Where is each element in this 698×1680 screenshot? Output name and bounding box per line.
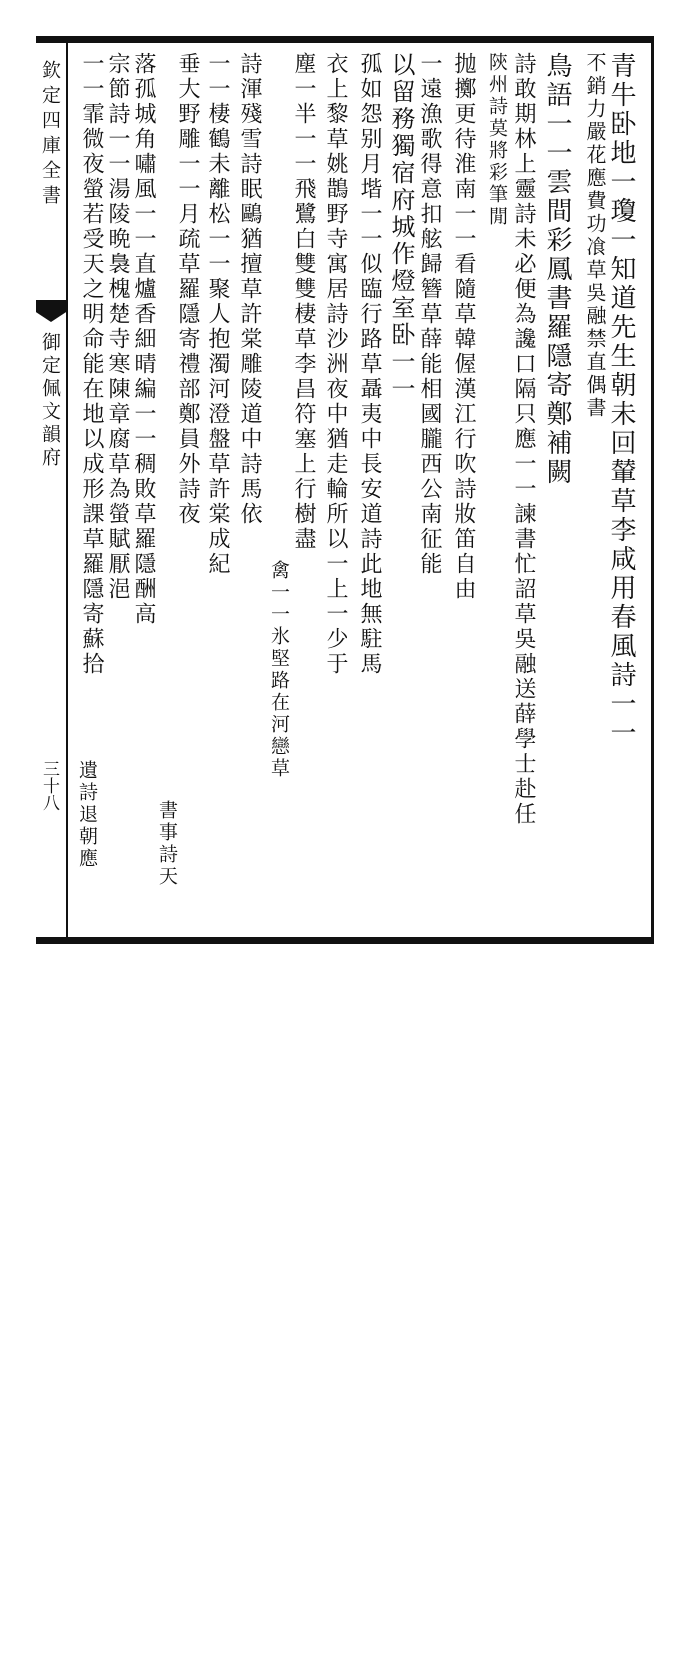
text-column-12: 禽一一氷堅路在河戀草	[268, 560, 290, 780]
text-column-8: 以留務獨宿府城作燈室卧一一	[387, 52, 415, 403]
margin-work-title: 御定佩文韻府	[39, 332, 61, 470]
margin-book-title: 欽定四庫全書	[39, 60, 61, 210]
text-column-5: 陝州詩莫將彩筆閒	[486, 52, 508, 228]
text-column-4: 詩敢期林上靈詩未必便為讒口隔只應一一諫書忙詔草吳融送薛學士赴任	[511, 52, 536, 827]
text-column-6: 抛擲更待淮南一一看隨草韓偓漢江行吹詩妝笛自由	[451, 52, 476, 602]
text-column-15: 垂大野雕一一月疏草羅隱寄禮部鄭員外詩夜	[175, 52, 200, 527]
text-column-9: 孤如怨别月堦一一似臨行路草聶夷中長安道詩此地無駐馬	[357, 52, 382, 677]
text-column-1: 青牛卧地一瓊一知道先生朝未回輦草李咸用春風詩一一	[606, 52, 636, 748]
text-column-2: 不銷力嚴花應費功飡草吳融禁直偶書	[583, 52, 607, 420]
text-column-16: 書事詩天	[156, 800, 178, 888]
text-column-14: 一一棲鶴未離松一一聚人抱濁河澄盤草許棠成紀	[205, 52, 230, 577]
text-column-3: 鳥語一一雲間彩鳳書羅隱寄鄭補闕	[542, 52, 572, 487]
text-column-18: 宗節詩一一湯陵晩裊槐楚寺寒陳章腐草為螢賦厭浥	[105, 52, 130, 602]
folio-number: 三十八	[39, 760, 59, 811]
text-column-19: 一一霏微夜螢若受天之明命能在地以成形課草羅隱寄蘇拾	[79, 52, 104, 677]
text-column-10: 衣上黎草姚鵲野寺寓居詩沙洲夜中猶走輪所以一上一少于	[323, 52, 348, 677]
text-column-11: 塵一半一一飛鷺白雙雙棲草李昌符塞上行樹盡	[291, 52, 316, 552]
text-column-17: 落孤城角嘯風一一直爐香細晴編一一稠敗草羅隱酬高	[131, 52, 156, 627]
text-column-7: 一遠漁歌得意扣舷歸簪草薛能相國朧西公南征能	[417, 52, 442, 577]
text-column-20: 遺詩退朝應	[76, 760, 98, 870]
text-column-13: 詩渾殘雪詩眠鷗猶擅草許棠雕陵道中詩馬依	[237, 52, 262, 527]
